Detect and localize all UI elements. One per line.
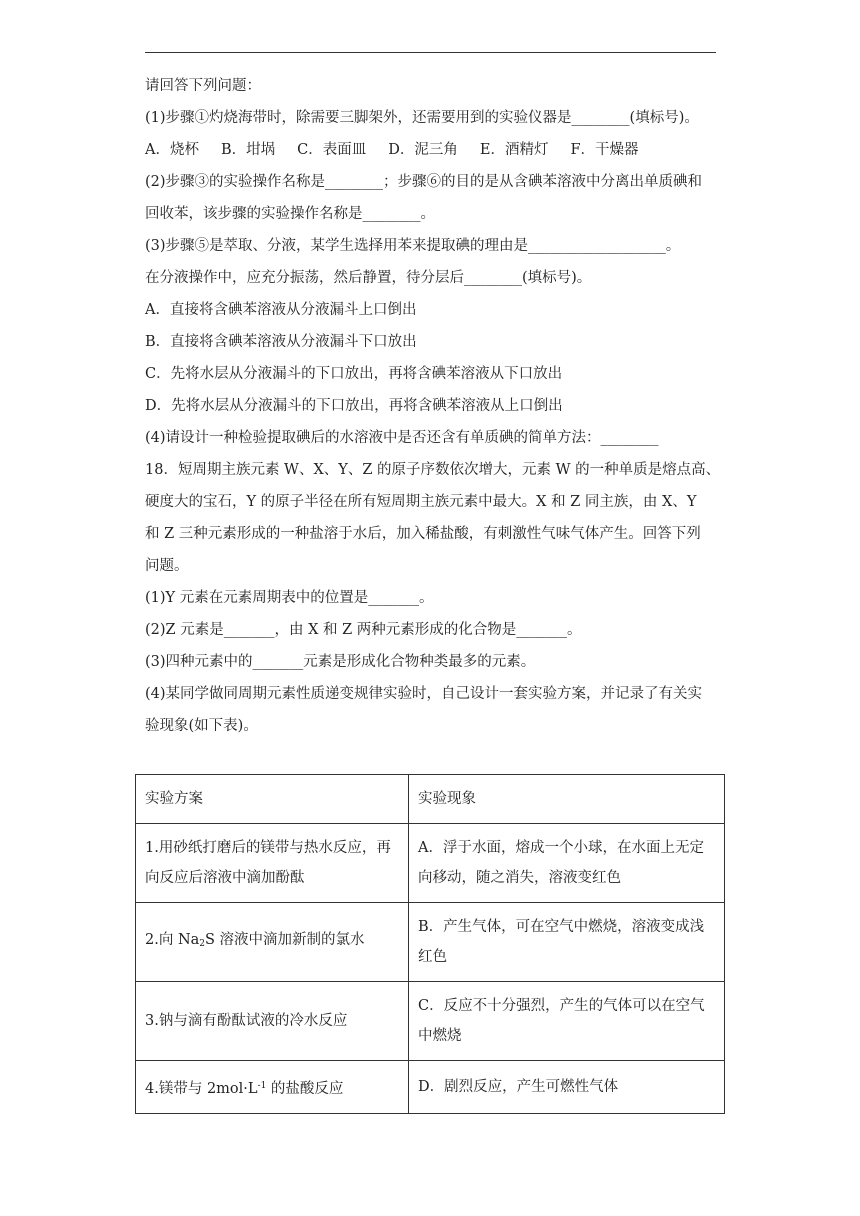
option-a: A．烧杯 — [145, 142, 199, 158]
q17-part4: (4)请设计一种检验提取碘后的水溶液中是否还含有单质碘的简单方法：________ — [145, 430, 659, 446]
row4-plan-sup: -1 — [257, 1080, 267, 1091]
row2-result: B．产生气体，可在空气中燃烧，溶液变成浅红色 — [409, 903, 725, 982]
row3-plan: 3.钠与滴有酚酞试液的冷水反应 — [136, 982, 409, 1061]
q17-part3-option-a: A．直接将含碘苯溶液从分液漏斗上口倒出 — [145, 302, 417, 318]
row2-plan-post: S 溶液中滴加新制的氯水 — [205, 932, 365, 948]
table-row — [136, 1061, 725, 1114]
experiment-table — [135, 774, 725, 1114]
q17-part3-option-c: C．先将水层从分液漏斗的下口放出，再将含碘苯溶液从下口放出 — [145, 366, 563, 382]
q18-stem-line1: 18．短周期主族元素 W、X、Y、Z 的原子序数依次增大，元素 W 的一种单质是熔点高、 — [145, 462, 721, 478]
q17-part3-line1: (3)步骤⑤是萃取、分液，某学生选择用苯来提取碘的理由是___________________。 — [145, 238, 681, 254]
option-b: B．坩埚 — [220, 142, 276, 158]
q18-stem-line3: 和 Z 三种元素形成的一种盐溶于水后，加入稀盐酸，有刺激性气味气体产生。回答下列 — [145, 526, 701, 542]
q17-part1: (1)步骤①灼烧海带时，除需要三脚架外，还需要用到的实验仪器是________(填标号)。 — [145, 110, 699, 126]
row2-plan-pre: 2.向 Na — [145, 932, 200, 948]
q18-part3: (3)四种元素中的_______元素是形成化合物种类最多的元素。 — [145, 654, 536, 670]
q17-part1-options — [145, 134, 725, 166]
q18-part4-line2: 验现象(如下表)。 — [145, 718, 258, 734]
table-row — [136, 824, 725, 903]
q18-part2: (2)Z 元素是_______，由 X 和 Z 两种元素形成的化合物是_______。 — [145, 622, 582, 638]
option-d: D．泥三角 — [388, 142, 458, 158]
q17-part2-line2: 回收苯，该步骤的实验操作名称是________。 — [145, 206, 435, 222]
header-result: 实验现象 — [409, 775, 725, 824]
header-rule — [145, 52, 716, 53]
q18-part1: (1)Y 元素在元素周期表中的位置是_______。 — [145, 590, 434, 606]
q17-intro: 请回答下列问题： — [145, 78, 261, 94]
header-plan: 实验方案 — [136, 775, 409, 824]
option-f: F．干燥器 — [570, 142, 639, 158]
q17-part3-option-b: B．直接将含碘苯溶液从分液漏斗下口放出 — [145, 334, 417, 350]
q17-part3-option-d: D．先将水层从分液漏斗的下口放出，再将含碘苯溶液从上口倒出 — [145, 398, 563, 414]
q17-part3-line2: 在分液操作中，应充分振荡，然后静置，待分层后________(填标号)。 — [145, 270, 592, 286]
q18-part4-line1: (4)某同学做同周期元素性质递变规律实验时，自己设计一套实验方案，并记录了有关实 — [145, 686, 703, 702]
row4-plan-post: 的盐酸反应 — [266, 1080, 344, 1097]
row3-result: C．反应不十分强烈，产生的气体可以在空气中燃烧 — [409, 982, 725, 1061]
q18-stem-line4: 问题。 — [145, 558, 189, 574]
q18-stem-line2: 硬度大的宝石，Y 的原子半径在所有短周期主族元素中最大。X 和 Z 同主族，由 X、Y — [145, 494, 697, 510]
row4-result: D．剧烈反应，产生可燃性气体 — [409, 1061, 725, 1114]
row2-plan — [136, 903, 409, 982]
table-row — [136, 903, 725, 982]
option-c: C．表面皿 — [297, 142, 367, 158]
row2-plan-sub: 2 — [199, 939, 206, 949]
table-header-row — [136, 775, 725, 824]
row1-result: A．浮于水面，熔成一个小球，在水面上无定向移动，随之消失，溶液变红色 — [409, 824, 725, 903]
question-body — [145, 70, 725, 742]
row1-plan: 1.用砂纸打磨后的镁带与热水反应，再向反应后溶液中滴加酚酞 — [136, 824, 409, 903]
table-row — [136, 982, 725, 1061]
q17-part2-line1: (2)步骤③的实验操作名称是________；步骤⑥的目的是从含碘苯溶液中分离出单质碘和 — [145, 174, 703, 190]
row4-plan — [136, 1061, 409, 1114]
option-e: E．酒精灯 — [479, 142, 549, 158]
row4-plan-pre: 4.镁带与 2mol·L — [145, 1080, 258, 1097]
